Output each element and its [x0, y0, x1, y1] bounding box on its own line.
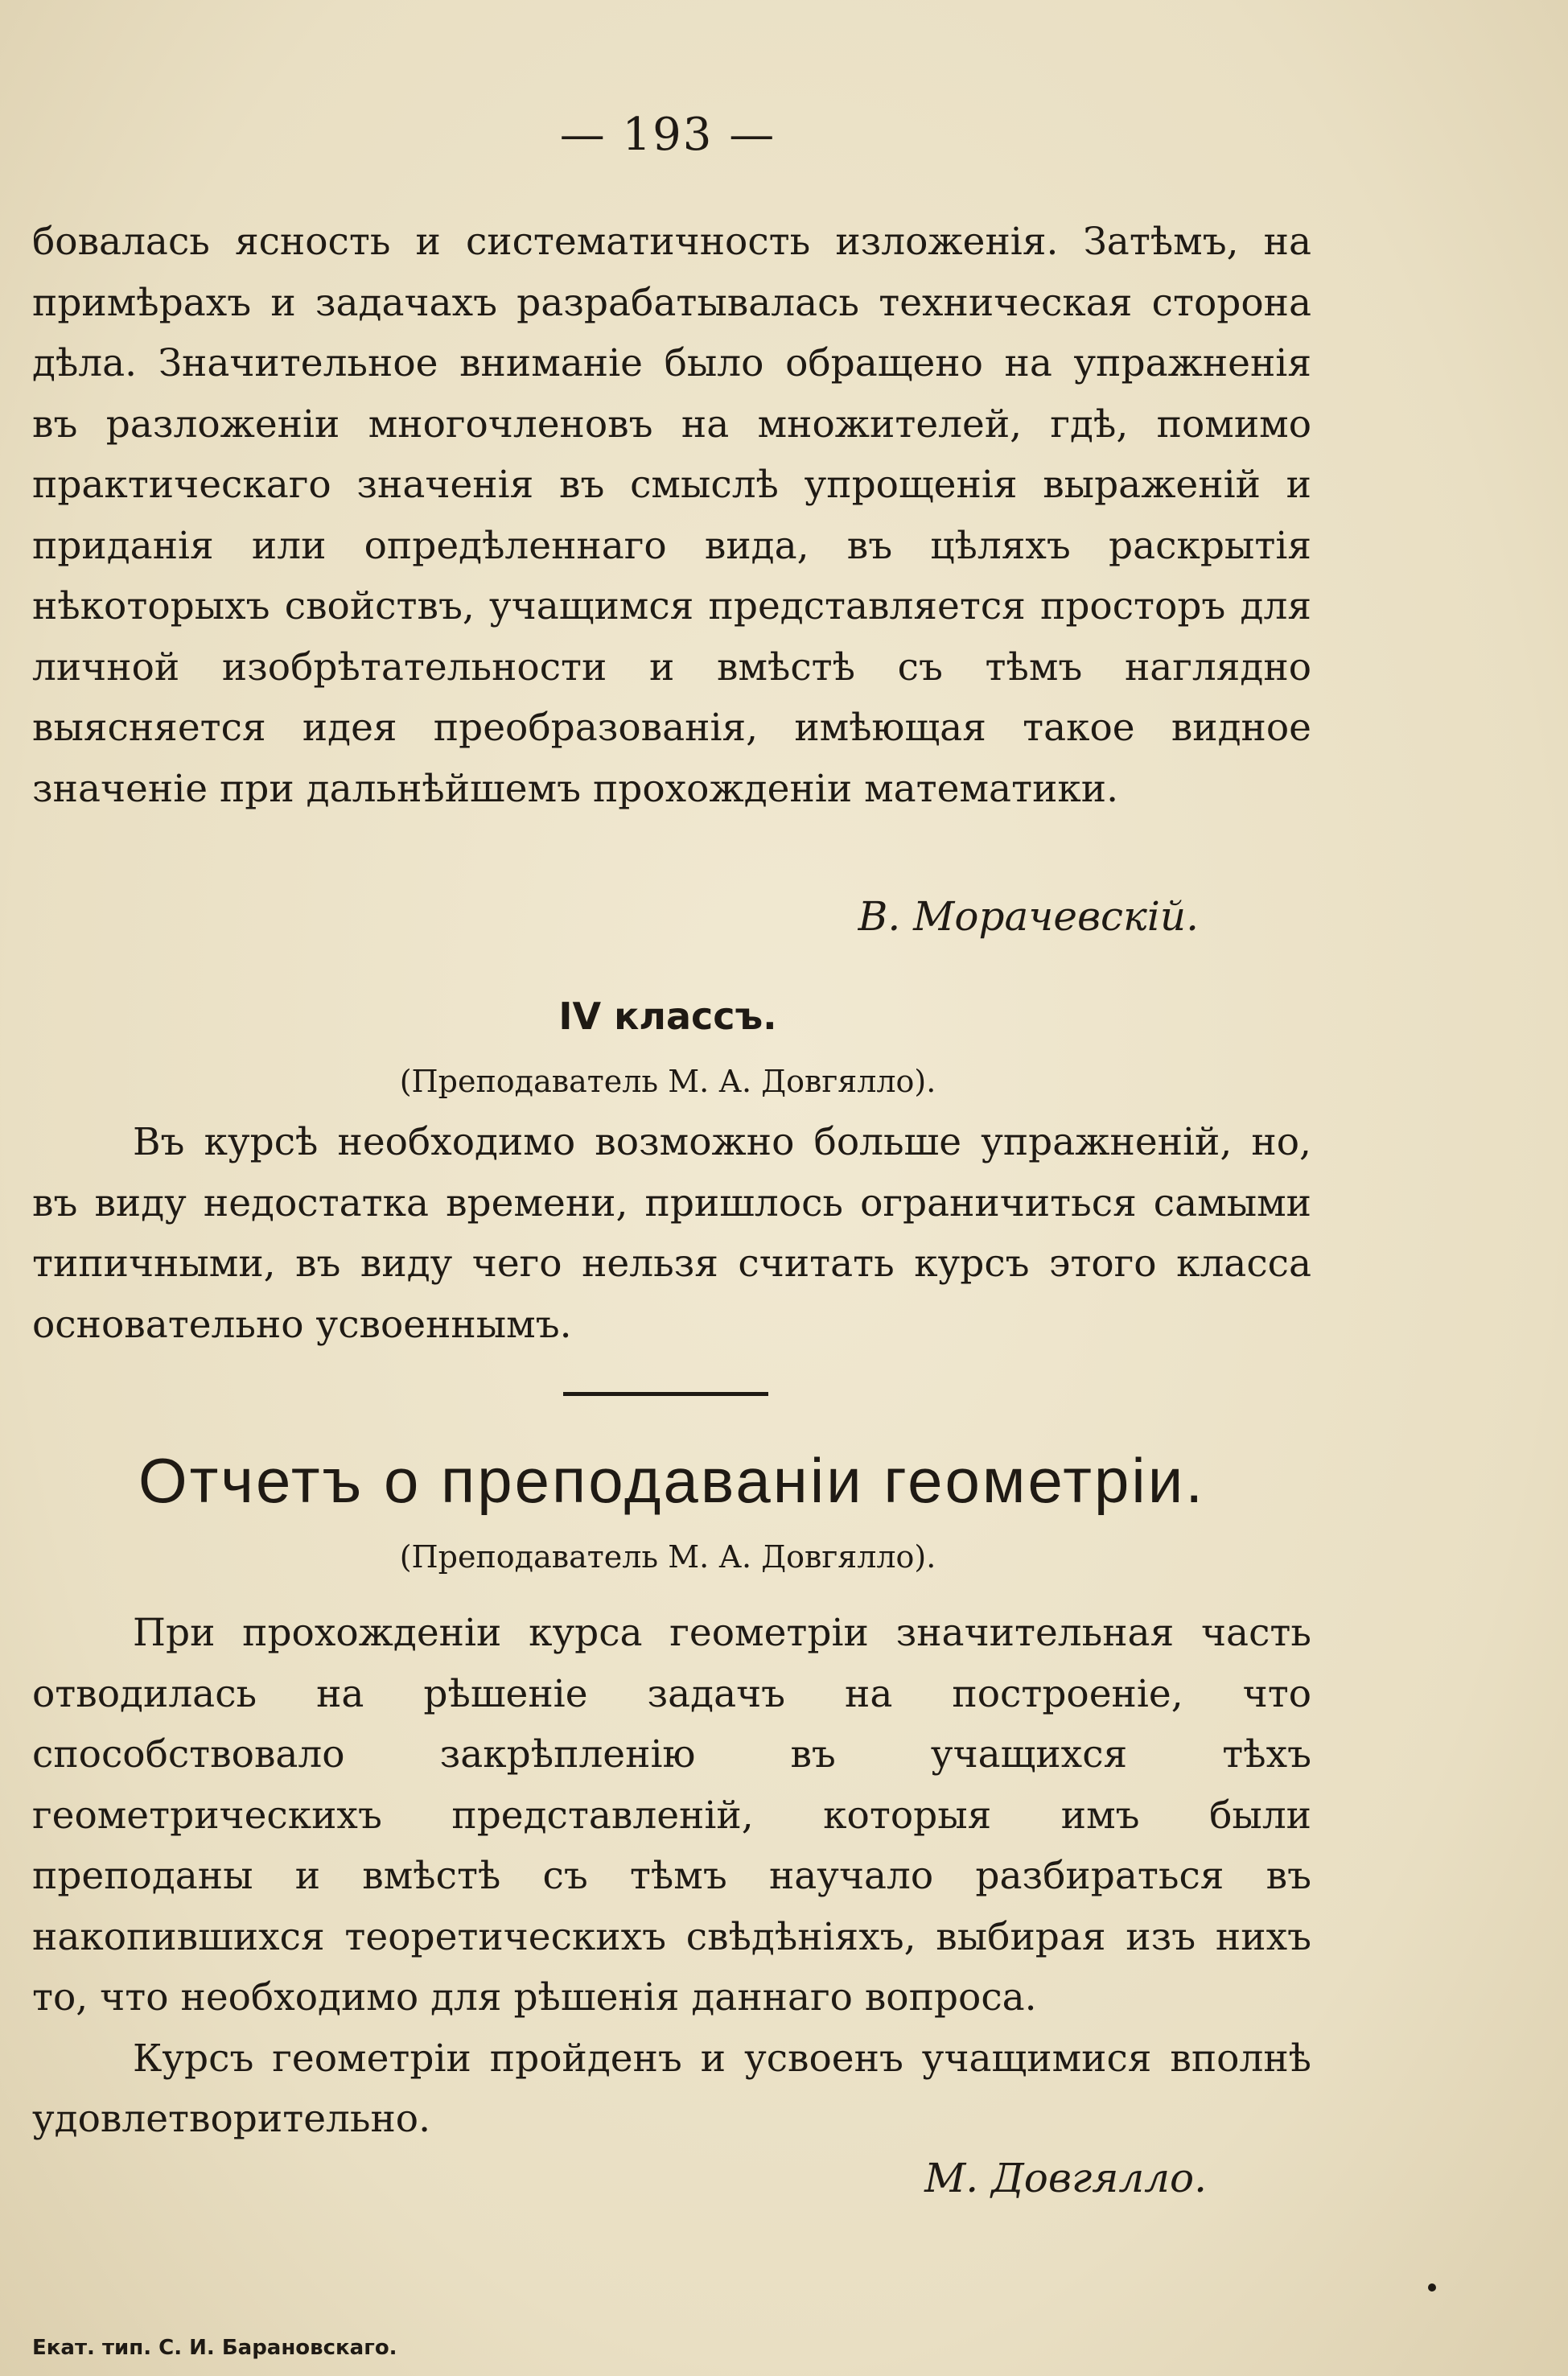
algebra-report-continuation — [32, 212, 1311, 819]
class-iv-section — [32, 1112, 1311, 1355]
geometry-paragraph-1: При прохожденіи курса геометріи значительная часть отводилась на рѣшеніе задачъ на построеніе, что способствовало закрѣпленію въ учащихся тѣхъ геометрическихъ представленій, которыя имъ были преподаны и вмѣстѣ съ тѣмъ научало разбираться въ накопившихся теоретическихъ свѣдѣніяхъ, выбирая изъ нихъ то, что необходимо для рѣшенія даннаго вопроса. — [32, 1611, 1311, 2020]
class-iv-paragraph: Въ курсѣ необходимо возможно больше упражненій, но, въ виду недостатка времени, пришлось ограничиться самыми типичными, въ виду чего нельзя считать курсъ этого класса основательно усвоеннымъ. — [32, 1120, 1311, 1347]
signature-morachevsky: В. Морачевскій. — [858, 893, 1199, 940]
algebra-paragraph: бовалась ясность и систематичность изложенія. Затѣмъ, на примѣрахъ и задачахъ разрабатывалась техническая сторона дѣла. Значительное вниманіе было обращено на упражненія въ разложеніи многочленовъ на множителей, гдѣ, помимо практическаго значенія въ смыслѣ упрощенія выраженій и приданія или опредѣленнаго вида, въ цѣляхъ раскрытія нѣкоторыхъ свойствъ, учащимся представляется просторъ для личной изобрѣтательности и вмѣстѣ съ тѣмъ наглядно выясняется идея преобразованія, имѣющая такое видное значеніе при дальнѣйшемъ прохожденіи математики. — [32, 220, 1311, 811]
geometry-heading: Отчетъ о преподаваніи геометріи. — [138, 1445, 1205, 1516]
geometry-section — [32, 1603, 1311, 2150]
class-iv-title: IV классъ. — [558, 994, 777, 1038]
printer-imprint: Екат. тип. С. И. Барановскаго. — [32, 2336, 397, 2360]
class-iv-teacher: (Преподаватель М. А. Довгялло). — [399, 1064, 936, 1099]
signature-dovgyallo: М. Довгялло. — [924, 2155, 1207, 2201]
ink-speck — [1428, 2283, 1436, 2292]
geometry-teacher: (Преподаватель М. А. Довгялло). — [399, 1539, 936, 1575]
geometry-paragraph-2: Курсъ геометріи пройденъ и усвоенъ учащимися вполнѣ удовлетворительно. — [32, 2036, 1311, 2141]
section-divider — [563, 1392, 768, 1396]
page-number: — 193 — — [559, 109, 776, 161]
